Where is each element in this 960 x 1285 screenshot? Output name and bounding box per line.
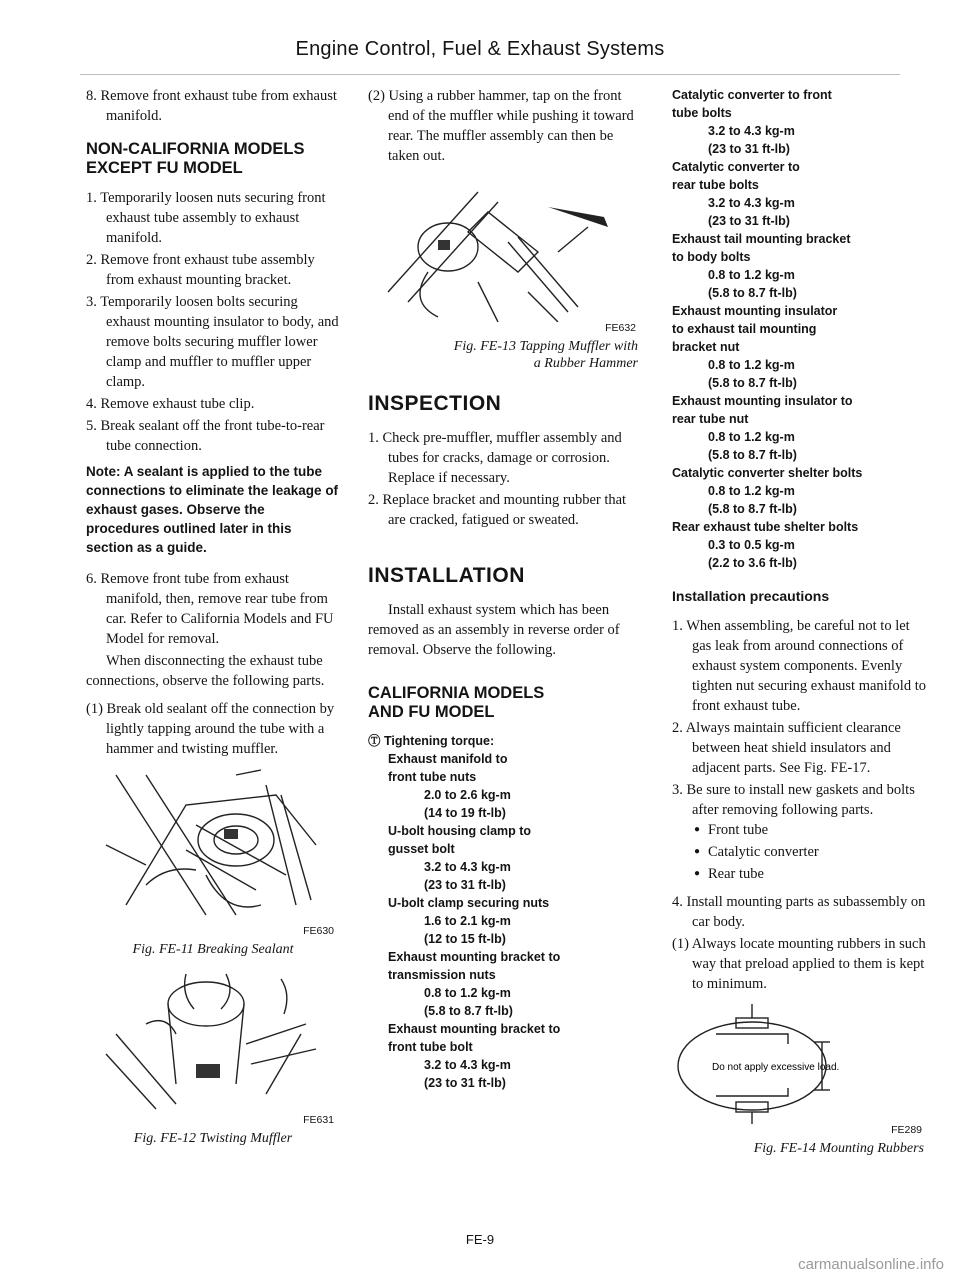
note-block [86,462,340,557]
installation-text: Install exhaust system which has been removed as an assembly in reverse order of removal. Observe the following. [368,602,620,658]
torque-spec-item [672,86,928,158]
step-6: 6. Remove front tube from exhaust manifold, then, remove rear tube from car. Refer to California Models and FU Model for removal. [86,571,334,647]
precaution-4: 4. Install mounting parts as subassembly on car body. [672,894,926,930]
torque-value-ftlb: (23 to 31 ft-lb) [424,878,506,892]
torque-spec-label: Catalytic converter shelter bolts [672,466,863,480]
figure-caption: Fig. FE-12 Twisting Muffler [133,1131,293,1146]
torque-spec-label: bracket nut [672,340,740,354]
figure-code: FE632 [605,322,636,334]
inspection-step: 1. Check pre-muffler, muffler assembly and tubes for cracks, damage or corrosion. Replace if necessary. [368,430,622,486]
torque-spec-label: Exhaust mounting bracket to [388,1022,561,1036]
removal-step: 2. Remove front exhaust tube assembly from exhaust mounting bracket. [86,252,315,288]
torque-value-kgm: 0.8 to 1.2 kg-m [708,484,795,498]
torque-spec-label: Exhaust manifold to [388,752,508,766]
figure-fe13 [368,172,642,372]
torque-spec-label: Catalytic converter to [672,160,800,174]
figure-fe12 [86,964,340,1147]
torque-value-kgm: 3.2 to 4.3 kg-m [424,860,511,874]
precaution-2: 2. Always maintain sufficient clearance between heat shield insulators and adjacent parts. See Fig. FE-17. [672,720,901,776]
inspection-step: 2. Replace bracket and mounting rubber that are cracked, fatigued or sweated. [368,492,627,528]
torque-spec-item [672,302,928,392]
torque-spec-label: Rear exhaust tube shelter bolts [672,520,859,534]
substep-1: (1) Break old sealant off the connection by lightly tapping around the tube with a hammer and twisting muffler. [86,701,335,757]
note-label: Note: [86,464,121,479]
section-heading-non-california [86,140,340,178]
torque-spec-item [368,948,642,1020]
torque-value-ftlb: (5.8 to 8.7 ft-lb) [708,286,797,300]
torque-value-kgm: 0.8 to 1.2 kg-m [708,358,795,372]
inspection-heading: INSPECTION [368,392,502,415]
part-list [672,820,928,884]
section-heading-line: NON-CALIFORNIA MODELS [86,140,305,158]
precaution-4-1: (1) Always locate mounting rubbers in such way that preload applied to them is kept to minimum. [672,936,926,992]
torque-spec-label: front tube nuts [388,770,477,784]
torque-spec-item [672,230,928,302]
torque-value-kgm: 3.2 to 4.3 kg-m [424,1058,511,1072]
torque-value-kgm: 0.8 to 1.2 kg-m [708,268,795,282]
figure-caption: Fig. FE-14 Mounting Rubbers [753,1141,924,1156]
torque-value-ftlb: (12 to 15 ft-lb) [424,932,506,946]
column-right [672,86,928,1163]
torque-value-ftlb: (23 to 31 ft-lb) [708,142,790,156]
removal-step: 4. Remove exhaust tube clip. [86,396,255,412]
mounting-rubbers-illustration [672,1004,922,1124]
header-divider [80,74,900,75]
removal-step: 3. Temporarily loosen bolts securing exhaust mounting insulator to body, and remove bolts securing muffler lower clamp and muffler to muffler upper clamp. [86,294,339,390]
torque-spec-list [672,86,928,572]
torque-spec-label: U-bolt housing clamp to [388,824,532,838]
torque-value-ftlb: (5.8 to 8.7 ft-lb) [708,502,797,516]
torque-value-ftlb: (5.8 to 8.7 ft-lb) [708,448,797,462]
torque-value-kgm: 0.8 to 1.2 kg-m [424,986,511,1000]
tapping-muffler-illustration [368,172,638,322]
installation-heading: INSTALLATION [368,564,525,587]
figure-code: FE289 [891,1124,922,1136]
step-6-continued: When disconnecting the exhaust tube connections, observe the following parts. [86,653,325,689]
torque-spec-label: U-bolt clamp securing nuts [388,896,550,910]
torque-value-ftlb: (23 to 31 ft-lb) [424,1076,506,1090]
torque-spec-list [368,750,642,1092]
torque-value-ftlb: (14 to 19 ft-lb) [424,806,506,820]
figure-caption-line: a Rubber Hammer [533,356,638,371]
torque-value-ftlb: (2.2 to 3.6 ft-lb) [708,556,797,570]
precautions-heading: Installation precautions [672,588,830,604]
precaution-3: 3. Be sure to install new gaskets and bolts after removing following parts. [672,782,915,818]
figure-caption-line: Fig. FE-13 Tapping Muffler with [453,339,638,354]
torque-spec-label: Exhaust mounting insulator to [672,394,853,408]
torque-spec-label: Exhaust tail mounting bracket [672,232,851,246]
figure-label: Do not apply excessive load. [712,1062,840,1073]
list-item: ● Catalytic converter [672,842,928,862]
removal-step: 1. Temporarily loosen nuts securing front exhaust tube assembly to exhaust manifold. [86,190,326,246]
torque-spec-label: to exhaust tail mounting [672,322,817,336]
section-heading-line: CALIFORNIA MODELS [368,684,545,702]
torque-value-ftlb: (5.8 to 8.7 ft-lb) [708,376,797,390]
torque-spec-label: rear tube bolts [672,178,759,192]
torque-value-kgm: 3.2 to 4.3 kg-m [708,196,795,210]
torque-value-kgm: 1.6 to 2.1 kg-m [424,914,511,928]
torque-spec-item [672,518,928,572]
column-left [86,86,340,1153]
twisting-muffler-illustration [86,964,336,1114]
torque-spec-item [672,464,928,518]
torque-label: Tightening torque: [384,734,495,748]
torque-spec-item [672,392,928,464]
torque-value-kgm: 0.3 to 0.5 kg-m [708,538,795,552]
figure-code: FE630 [303,925,334,937]
step-8: 8. Remove front exhaust tube from exhaust manifold. [86,88,337,124]
torque-value-kgm: 0.8 to 1.2 kg-m [708,430,795,444]
torque-spec-item [368,822,642,894]
figure-code: FE631 [303,1114,334,1126]
torque-spec-label: to body bolts [672,250,751,264]
list-item: ● Rear tube [672,864,928,884]
precaution-1: 1. When assembling, be careful not to let gas leak from around connections of exhaust system components. Evenly tighten nut securing exhaust manifold to front exhaust tube. [672,618,926,714]
note-text: A sealant is applied to the tube connections to eliminate the leakage of exhaust gases. Observe the procedures outlined later in this section as a guide. [86,464,339,555]
torque-value-ftlb: (23 to 31 ft-lb) [708,214,790,228]
substep-2: (2) Using a rubber hammer, tap on the front end of the muffler while pushing it toward rear. The muffler assembly can then be taken out. [368,88,634,164]
torque-spec-label: Exhaust mounting bracket to [388,950,561,964]
list-item: ● Front tube [672,820,928,840]
torque-value-ftlb: (5.8 to 8.7 ft-lb) [424,1004,513,1018]
torque-spec-label: front tube bolt [388,1040,473,1054]
column-middle [368,86,642,1092]
watermark: carmanualsonline.info [798,1256,944,1273]
torque-spec-item [672,158,928,230]
torque-spec-label: gusset bolt [388,842,455,856]
removal-step: 5. Break sealant off the front tube-to-rear tube connection. [86,418,325,454]
page-header: Engine Control, Fuel & Exhaust Systems [295,38,665,60]
torque-value-kgm: 3.2 to 4.3 kg-m [708,124,795,138]
page-number: FE-9 [465,1232,495,1247]
section-heading-line: AND FU MODEL [368,703,495,721]
torque-spec-label: transmission nuts [388,968,496,982]
section-heading-line: EXCEPT FU MODEL [86,159,243,177]
torque-spec-label: tube bolts [672,106,732,120]
california-heading [368,684,642,722]
torque-spec-label: Catalytic converter to front [672,88,832,102]
torque-value-kgm: 2.0 to 2.6 kg-m [424,788,511,802]
torque-spec-item [368,894,642,948]
torque-symbol-icon: Ⓣ [368,734,381,748]
figure-fe14 [672,1004,928,1157]
torque-spec-label: rear tube nut [672,412,749,426]
torque-header [368,732,642,750]
figure-caption: Fig. FE-11 Breaking Sealant [132,942,294,957]
figure-fe11 [86,765,340,958]
torque-spec-label: Exhaust mounting insulator [672,304,838,318]
figure-caption [368,338,642,372]
breaking-sealant-illustration [86,765,336,925]
torque-spec-item [368,1020,642,1092]
torque-spec-item [368,750,642,822]
